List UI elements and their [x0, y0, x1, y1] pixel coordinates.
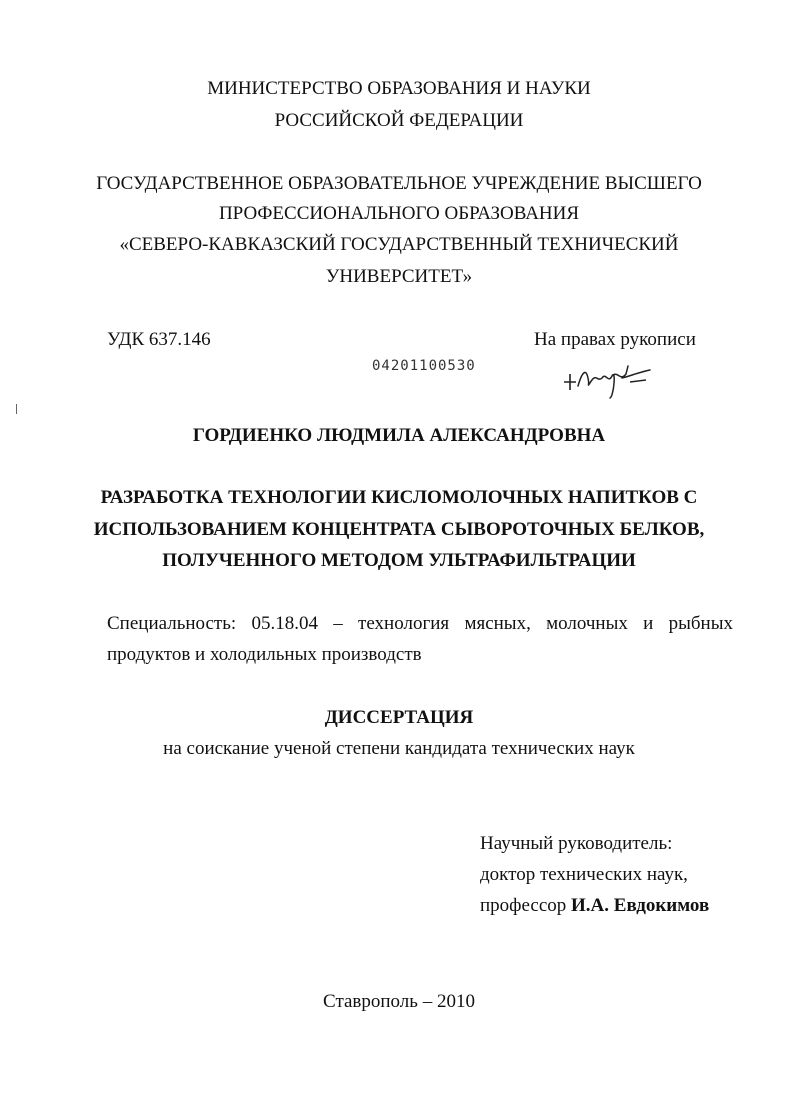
- title-line-1: РАЗРАБОТКА ТЕХНОЛОГИИ КИСЛОМОЛОЧНЫХ НАПИТКОВ С: [100, 487, 698, 508]
- supervisor-line: [480, 894, 709, 918]
- institution-line-2: ПРОФЕССИОНАЛЬНОГО ОБРАЗОВАНИЯ: [218, 203, 580, 224]
- author-name: ГОРДИЕНКО ЛЮДМИЛА АЛЕКСАНДРОВНА: [192, 425, 606, 446]
- specialty-line-2: продуктов и холодильных производств: [107, 644, 422, 665]
- dissertation-heading: ДИССЕРТАЦИЯ: [324, 707, 474, 728]
- dissertation-subheading: на соискание ученой степени кандидата технических наук: [163, 738, 635, 759]
- institution-line-3: «СЕВЕРО-КАВКАЗСКИЙ ГОСУДАРСТВЕННЫЙ ТЕХНИЧЕСКИЙ: [119, 234, 679, 255]
- place-year: Ставрополь – 2010: [323, 991, 475, 1012]
- scan-mark: [16, 404, 17, 414]
- supervisor-name: И.А. Евдокимов: [571, 895, 710, 916]
- supervisor-title: профессор: [480, 895, 567, 916]
- supervisor-degree: доктор технических наук,: [480, 864, 688, 885]
- supervisor-label: Научный руководитель:: [480, 833, 673, 854]
- udk-code: УДК 637.146: [107, 329, 211, 350]
- institution-line-4: УНИВЕРСИТЕТ»: [325, 266, 473, 287]
- stamp-number: 04201100530: [372, 358, 476, 374]
- manuscript-note: На правах рукописи: [534, 329, 696, 350]
- ministry-line-1: МИНИСТЕРСТВО ОБРАЗОВАНИЯ И НАУКИ: [207, 78, 591, 99]
- specialty-line-1: Специальность: 05.18.04 – технология мясных, молочных и рыбных: [107, 613, 733, 634]
- title-line-2: ИСПОЛЬЗОВАНИЕМ КОНЦЕНТРАТА СЫВОРОТОЧНЫХ БЕЛКОВ,: [93, 519, 705, 540]
- signature-image: [560, 352, 656, 400]
- institution-line-1: ГОСУДАРСТВЕННОЕ ОБРАЗОВАТЕЛЬНОЕ УЧРЕЖДЕНИЕ ВЫСШЕГО: [96, 173, 702, 194]
- ministry-line-2: РОССИЙСКОЙ ФЕДЕРАЦИИ: [274, 110, 524, 131]
- title-line-3: ПОЛУЧЕННОГО МЕТОДОМ УЛЬТРАФИЛЬТРАЦИИ: [162, 550, 636, 571]
